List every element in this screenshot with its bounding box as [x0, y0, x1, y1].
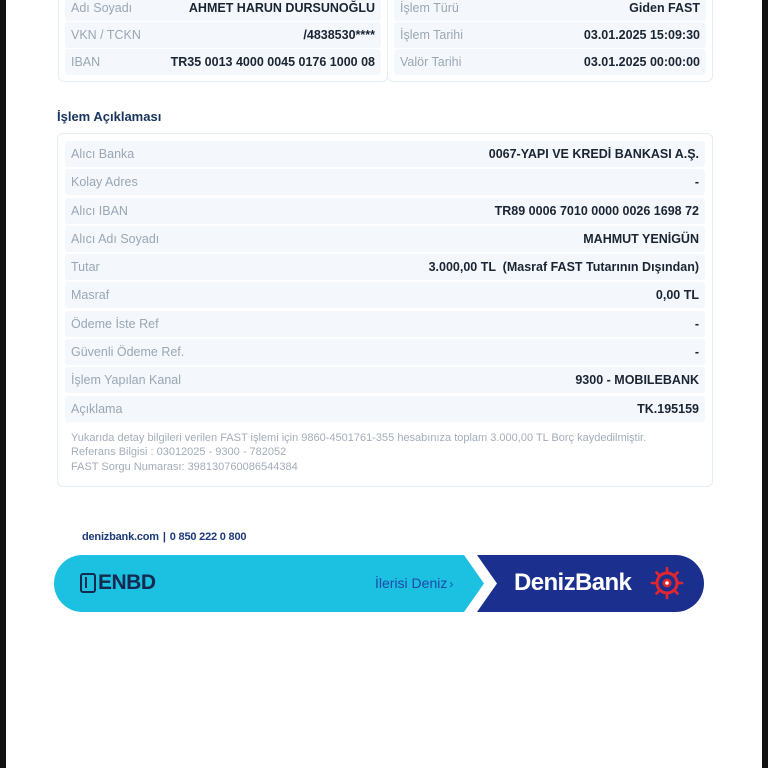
- row-value: /4838530****: [303, 28, 375, 42]
- row-label: VKN / TCKN: [71, 28, 141, 42]
- phone-number: 0 850 222 0 800: [169, 531, 247, 543]
- row-value: TR35 0013 4000 0045 0176 1000 08: [170, 55, 375, 69]
- receipt-page: [6, 0, 762, 768]
- row-value: TR89 0006 7010 0000 0026 1698 72: [494, 203, 699, 218]
- transaction-info-card: [387, 0, 713, 82]
- row-value: -: [694, 316, 699, 331]
- row-value: -: [694, 345, 699, 360]
- row-label: Alıcı Adı Soyadı: [71, 231, 160, 246]
- detail-row: [65, 141, 705, 167]
- detail-row: [65, 339, 705, 365]
- enbd-logo-text: ENBD: [98, 571, 156, 594]
- row-value: 03.01.2025 00:00:00: [583, 55, 700, 69]
- enbd-logo-icon: [80, 573, 96, 593]
- detail-row: [65, 254, 705, 280]
- detail-row: [65, 226, 705, 252]
- transaction-details-card: [57, 133, 713, 487]
- row-value: MAHMUT YENİGÜN: [583, 231, 699, 246]
- row-label: Masraf: [71, 288, 110, 303]
- row-value: 0,00 TL: [655, 288, 699, 303]
- right-dark-edge: [762, 0, 768, 768]
- transaction-row: [394, 22, 706, 48]
- detail-row: [65, 198, 705, 224]
- sender-row: [65, 49, 381, 75]
- denizbank-logo-text: DenizBank: [514, 569, 632, 596]
- detail-row: [65, 367, 705, 393]
- row-value: 9300 - MOBILEBANK: [575, 373, 699, 388]
- transaction-row: [394, 49, 706, 75]
- chevron-right-icon: ›: [449, 577, 454, 591]
- transaction-note: [65, 431, 705, 475]
- ship-wheel-icon: [650, 566, 684, 600]
- row-label: İşlem Tarihi: [400, 28, 463, 42]
- detail-row: [65, 396, 705, 422]
- row-value: AHMET HARUN DURSUNOĞLU: [188, 1, 375, 15]
- contact-separator: |: [162, 531, 166, 543]
- row-label: Alıcı Banka: [71, 147, 135, 161]
- transaction-row: [394, 0, 706, 21]
- detail-row: [65, 282, 705, 308]
- row-value: 0067-YAPI VE KREDİ BANKASI A.Ş.: [488, 147, 699, 161]
- row-value: -: [694, 175, 699, 190]
- note-line: FAST Sorgu Numarası: 398130760086544384: [71, 460, 298, 473]
- row-label: İşlem Yapılan Kanal: [71, 373, 182, 388]
- contact-line: [82, 531, 246, 543]
- row-label: Ödeme İste Ref: [71, 316, 159, 331]
- row-label: Valör Tarihi: [400, 55, 462, 69]
- row-value: 03.01.2025 15:09:30: [583, 28, 700, 42]
- row-label: Kolay Adres: [71, 175, 138, 190]
- row-label: Adı Soyadı: [71, 1, 133, 15]
- row-label: Güvenli Ödeme Ref.: [71, 345, 185, 360]
- row-value: TK.195159: [637, 401, 699, 416]
- detail-row: [65, 311, 705, 337]
- row-value: 3.000,00 TL (Masraf FAST Tutarının Dışından): [428, 260, 699, 275]
- enbd-logo: [80, 571, 156, 595]
- row-value: Giden FAST: [629, 1, 700, 15]
- sender-row: [65, 0, 381, 21]
- row-label: Tutar: [71, 260, 100, 275]
- section-title: İşlem Açıklaması: [57, 109, 162, 124]
- slogan: [375, 575, 453, 591]
- sender-row: [65, 22, 381, 48]
- row-label: Açıklama: [71, 401, 123, 416]
- slogan-text: İlerisi Deniz: [375, 575, 448, 591]
- bank-banner: [54, 555, 704, 612]
- note-line: Referans Bilgisi : 03012025 - 9300 - 782052: [71, 446, 287, 459]
- sender-info-card: [58, 0, 388, 82]
- website-link[interactable]: denizbank.com: [82, 531, 159, 543]
- row-label: IBAN: [71, 55, 101, 69]
- row-label: İşlem Türü: [400, 1, 459, 15]
- detail-row: [65, 169, 705, 195]
- row-label: Alıcı IBAN: [71, 203, 128, 218]
- note-line: Yukarıda detay bilgileri verilen FAST işlemi için 9860-4501761-355 hesabınıza toplam 3.000,00 TL Borç kaydedilmiştir.: [71, 431, 647, 444]
